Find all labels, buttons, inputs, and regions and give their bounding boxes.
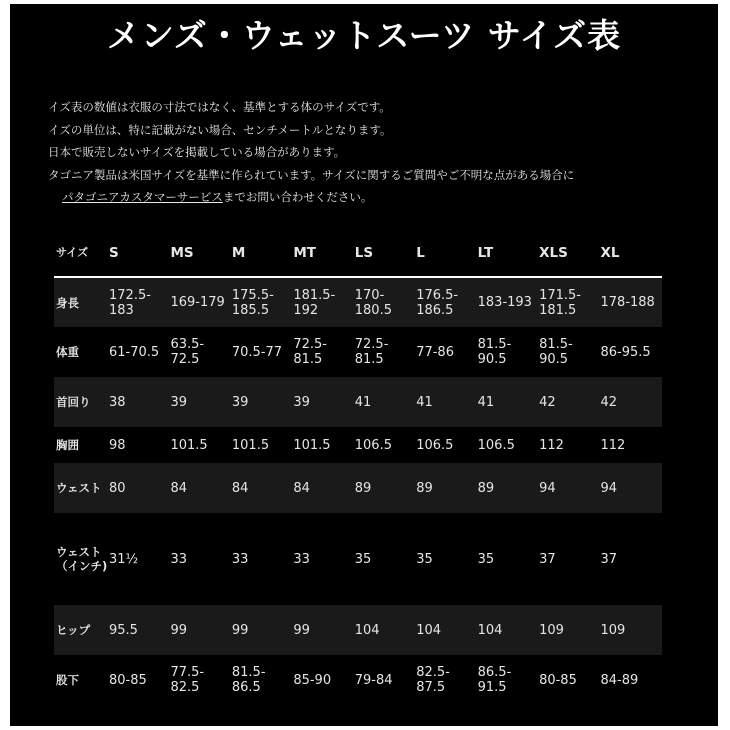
size-header: LS [355,230,416,277]
row-label: 首回り [54,377,109,427]
table-cell: 176.5-186.5 [416,277,477,327]
table-cell: 41 [355,377,416,427]
size-header: XL [601,230,663,277]
note-line: 日本で販売しないサイズを掲載している場合があります。 [48,145,346,159]
table-row [54,513,662,605]
table-cell: 99 [232,605,293,655]
size-table [54,230,662,705]
table-cell: 171.5-181.5 [539,277,600,327]
table-cell: 99 [170,605,231,655]
table-cell: 84 [232,463,293,513]
corner-header: サイズ [54,230,109,277]
table-cell: 104 [478,605,539,655]
row-label: 身長 [54,277,109,327]
table-cell: 106.5 [416,427,477,463]
row-label: ヒップ [54,605,109,655]
customer-service-link[interactable]: パタゴニアカスタマーサービス [62,190,223,204]
row-label: 胸囲 [54,427,109,463]
table-cell: 101.5 [170,427,231,463]
table-cell: 38 [109,377,170,427]
table-cell: 109 [601,605,663,655]
table-cell: 181.5-192 [293,277,354,327]
table-row [54,277,662,327]
table-cell: 82.5-87.5 [416,655,477,705]
table-cell: 33 [293,513,354,605]
size-header: XLS [539,230,600,277]
table-cell: 172.5-183 [109,277,170,327]
row-label: 体重 [54,327,109,377]
size-header: LT [478,230,539,277]
table-cell: 81.5-90.5 [478,327,539,377]
table-cell: 183-193 [478,277,539,327]
table-cell: 35 [416,513,477,605]
size-header: M [232,230,293,277]
table-cell: 33 [232,513,293,605]
table-cell: 33 [170,513,231,605]
size-chart-panel [10,4,718,726]
note-line [48,186,574,209]
table-cell: 84-89 [601,655,663,705]
table-cell: 84 [293,463,354,513]
row-label: ウェスト [54,463,109,513]
note-line: イズ表の数値は衣服の寸法ではなく、基準とする体のサイズです。 [48,100,391,114]
note-suffix: までお問い合わせください。 [222,190,373,204]
table-cell: 39 [293,377,354,427]
table-cell: 169-179 [170,277,231,327]
table-cell: 81.5-86.5 [232,655,293,705]
page-title: メンズ・ウェットスーツ サイズ表 [106,16,622,55]
table-cell: 79-84 [355,655,416,705]
table-cell: 109 [539,605,600,655]
note-line: イズの単位は、特に記載がない場合、センチメートルとなります。 [48,122,392,137]
table-cell: 37 [539,513,600,605]
table-cell: 70.5-77 [232,327,293,377]
table-row [54,377,662,427]
table-row [54,605,662,655]
row-label: ウェスト（インチ) [54,513,109,605]
table-cell: 86.5-91.5 [478,655,539,705]
table-cell: 31½ [109,513,170,605]
table-cell: 106.5 [355,427,416,463]
size-header: MS [170,230,231,277]
size-header: S [109,230,170,277]
table-cell: 41 [478,377,539,427]
table-cell: 35 [478,513,539,605]
table-cell: 101.5 [293,427,354,463]
table-cell: 39 [170,377,231,427]
size-header: L [416,230,477,277]
table-cell: 178-188 [601,277,663,327]
table-cell: 99 [293,605,354,655]
table-cell: 80 [109,463,170,513]
table-row [54,427,662,463]
table-cell: 86-95.5 [601,327,663,377]
table-cell: 39 [232,377,293,427]
table-cell: 98 [109,427,170,463]
table-cell: 94 [601,463,663,513]
table-cell: 80-85 [109,655,170,705]
table-row [54,655,662,705]
size-notes [48,96,574,209]
table-cell: 80-85 [539,655,600,705]
table-cell: 77.5-82.5 [170,655,231,705]
table-cell: 106.5 [478,427,539,463]
table-cell: 85-90 [293,655,354,705]
note-line: タゴニア製品は米国サイズを基準に作られています。サイズに関するご質問やご不明な点がある場合に [48,167,575,182]
table-cell: 72.5-81.5 [293,327,354,377]
table-cell: 89 [416,463,477,513]
table-cell: 63.5-72.5 [170,327,231,377]
table-cell: 61-70.5 [109,327,170,377]
table-cell: 35 [355,513,416,605]
row-label: 股下 [54,655,109,705]
table-row [54,327,662,377]
table-cell: 89 [355,463,416,513]
table-cell: 112 [601,427,663,463]
table-cell: 37 [601,513,663,605]
table-cell: 104 [416,605,477,655]
table-cell: 42 [539,377,600,427]
table-cell: 77-86 [416,327,477,377]
table-cell: 41 [416,377,477,427]
table-header-row [54,230,662,277]
table-cell: 112 [539,427,600,463]
size-header: MT [293,230,354,277]
table-cell: 170-180.5 [355,277,416,327]
table-cell: 42 [601,377,663,427]
table-cell: 84 [170,463,231,513]
table-cell: 89 [478,463,539,513]
table-body [54,277,662,705]
table-cell: 94 [539,463,600,513]
table-cell: 175.5-185.5 [232,277,293,327]
table-cell: 101.5 [232,427,293,463]
table-cell: 72.5-81.5 [355,327,416,377]
table-cell: 104 [355,605,416,655]
table-cell: 81.5-90.5 [539,327,600,377]
table-row [54,463,662,513]
table-cell: 95.5 [109,605,170,655]
